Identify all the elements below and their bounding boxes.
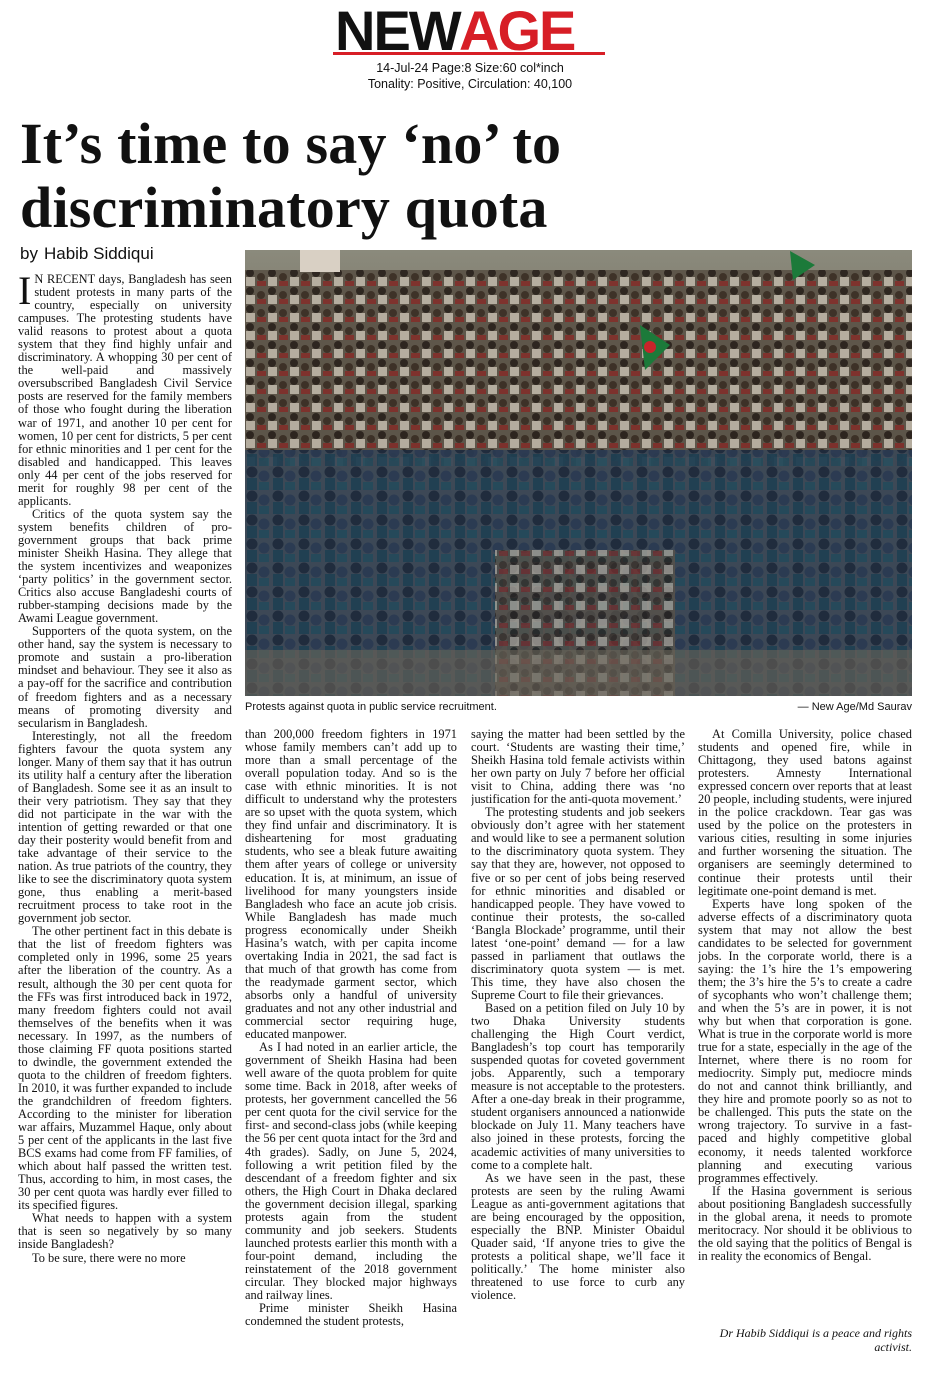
clipping-date-size: 14-Jul-24 Page:8 Size:60 col*inch (376, 61, 564, 75)
paragraph: What needs to happen with a system that is seen so negatively by so many inside Bangladesh? (18, 1211, 232, 1252)
paragraph: As we have seen in the past, these protests are seen by the ruling Awami League as anti-government agitations that are being encouraged by the opposition, especially the BNP. Minister Obaidul Quader said, ‘If anyone tries to give the protests a political shape, we’ll face it politically.’ The home minister also threatened to use force to curb any violence. (471, 1170, 685, 1303)
protest-crowd-photo (245, 250, 912, 696)
paragraph: The protesting students and job seekers obviously don’t agree with her statement and would like to see a permanent solution to the discriminatory quota system. They say that they are, however, not opposed to five or so per cent of jobs being reserved for ethnic minorities and disabled or handicapped people. They have vowed to continue their protests, the so-called ‘Bangla Blockade’ programme, until their latest ‘one-point’ demand — for a law passed in parliament that outlaws the discriminatory quota system — is met. This time, they have also chosen the Supreme Court to file their grievances. (471, 805, 685, 1002)
article-headline: It’s time to say ‘no’ to discriminatory quota (20, 111, 562, 240)
byline (20, 244, 154, 264)
paragraph: saying the matter had been settled by the court. ‘Students are wasting their time,’ Sheikh Hasina told female activists within her own party on July 7 before her official visit to China, adding there was ‘no justification for the anti-quota movement.’ (471, 728, 685, 807)
paragraph: Prime minister Sheikh Hasina condemned the student protests, (245, 1301, 457, 1329)
paragraph (18, 273, 232, 508)
newage-logo (333, 0, 605, 58)
paragraph: If the Hasina government is serious about positioning Bangladesh successfully in the global arena, it needs to promote meritocracy. Nor should it be oblivious to the old saying that the politics of Bengal is in reality the economics of Bengal. (698, 1183, 912, 1263)
byline-prefix: by (20, 244, 38, 263)
author-bio: Dr Habib Siddiqui is a peace and rights activist. (719, 1326, 912, 1354)
svg-text:AGE: AGE (459, 0, 575, 58)
author-name: Habib Siddiqui (43, 244, 154, 263)
photo-credit: — New Age/Md Saurav (797, 701, 912, 713)
paragraph: Interestingly, not all the freedom fighters favour the quota system any longer. Many of them say that it has outrun its utility half a century after the liberation of Bangladesh. Some see it as an insult to their very patriotism. They say that they did not participate in the war with the intention of getting rewarded or that one day their posterity would benefit from and take advantage of their service to the nation. As true patriots of the country, they like to see the discriminatory quota system gone, thus enabling a merit-based recruitment process to take root in the government job sector. (18, 728, 232, 926)
article-column-4 (698, 728, 912, 1328)
article-column-2 (245, 728, 457, 1358)
photo-caption: Protests against quota in public service recruitment. (245, 701, 497, 713)
paragraph: Based on a petition filed on July 10 by two Dhaka University students challenging the High Court verdict, Bangladesh’s top court has temporarily suspended quotas for coveted government jobs. Apparently, such a temporary measure is not acceptable to the protesters. After a one-day break in their programme, student organisers announced a nationwide blockade on July 11. Many teachers have also joined in these protests, forcing the academic activities of many universities to come to a complete halt. (471, 1000, 685, 1172)
paragraph: Supporters of the quota system, on the other hand, say the system is necessary to promote and sustain a pro-liberation mindset and behaviour. They see it also as a pay-off for the sacrifice and contribution of freedom fighters and as a necessary means of promoting diversity and secularism in Bangladesh. (18, 624, 232, 730)
paragraph: As I had noted in an earlier article, the government of Sheikh Hasina had been well aware of the quota problem for quite some time. Back in 2018, after weeks of protests, her government cancelled the 56 per cent quota for the civil service for the first- and second-class jobs (while keeping the 56 per cent quota intact for the 3rd and 4th grades). Sadly, on June 5, 2024, following a writ petition filed by the descendant of a freedom fighter and six others, the High Court in Dhaka declared the government decision illegal, sparking protests again from the student community and job seekers. Students launched protests earlier this month with a four-point demand, including the reinstatement of the 2018 government circular. They blocked major highways and railway lines. (245, 1040, 457, 1303)
paragraph: than 200,000 freedom fighters in 1971 whose family members can’t add up to more than a small percentage of the overall population today. And so is the case with ethnic minorities. It is not difficult to understand why the protesters are so upset with the quota system, which they find unfair and discriminatory. It is disheartening for most graduating students, who see a bleak future awaiting them after years of college or university education. It is, at minimum, an issue of livelihood for many youngsters inside Bangladesh who face an acute job crisis. While Bangladesh has made much progress economically under Sheikh Hasina’s watch, with per capita income overtaking India in 2021, the sad fact is that much of that growth has come from the readymade garment sector, which absorbs only a handful of university graduates and not any other industrial and commercial sector requiring huge, educated manpower. (245, 728, 457, 1042)
paragraph: Critics of the quota system say the system benefits children of pro-government groups that back prime minister Sheikh Hasina. They allege that the system incentivizes and weaponizes ‘party politics’ in the government sector. Critics also accuse Bangladeshi courts of rubber-stamping decisions made by the Awami League government. (18, 506, 232, 626)
paragraph: At Comilla University, police chased students and opened fire, while in Chittagong, they used batons against protesters. Amnesty International expressed concern over reports that at least 20 people, including students, were injured in the police crackdown. Tear gas was used by the police on the protesters in various cities, resulting in some injuries and further worsening the situation. The organisers are seemingly determined to continue their protests until their legitimate one-point demand is met. (698, 728, 912, 898)
paragraph: To be sure, there were no more (32, 1250, 186, 1265)
svg-text:NEW: NEW (335, 0, 460, 58)
protest-photo-graphic (245, 250, 912, 696)
drop-cap: I (18, 273, 32, 313)
photo-caption-bar (245, 701, 912, 717)
paragraph-text: N RECENT days, Bangladesh has seen student protests in many parts of the country, especially on university campuses. The protesting students have valid reasons to protest about a quota system that they find highly unfair and discriminatory. A whopping 30 per cent of the well-paid and massively oversubscribed Bangladesh Civil Service posts are reserved for the family members of those who fought during the liberation war of 1971, and another 10 per cent for women, 10 per cent for districts, 5 per cent for ethnic minorities and 1 per cent for the disabled and handicapped. This leaves only 44 per cent of the jobs reserved for merit for roughly 98 per cent of the applicants. (18, 273, 232, 508)
article-column-1 (18, 273, 232, 1358)
newage-logo-graphic (333, 0, 605, 58)
paragraph: Experts have long spoken of the adverse effects of a discriminatory quota system that may not allow the best candidates to be selected for government jobs. In the corporate world, there is a saying: the 1’s hire the 1’s empowering them; the 3’s hire the 5’s to create a cadre of sycophants who won’t challenge them; and when the 5’s are in power, it is not why but when that corporation is gone. What is true in the corporate world is more true for a state, especially in the age of the Internet, where there is no room for mediocrity. Simply put, mediocre minds do not and cannot think brilliantly, and they hire and promote poorly so as not to be challenged. This puts the state on the wrong trajectory. To survive in a fast-paced and highly competitive global economy, it needs talented workforce planning and executing various programmes effectively. (698, 896, 912, 1185)
clipping-tonality: Tonality: Positive, Circulation: 40,100 (367, 77, 573, 91)
clipping-metadata (290, 60, 650, 92)
article-column-3 (471, 728, 685, 1358)
paragraph: The other pertinent fact in this debate is that the list of freedom fighters was completed only in 1996, some 25 years after the liberation of the country. As a result, although the 30 per cent quota for the FFs was first introduced back in 1972, many freedom fighters could not avail themselves of the benefits when it was necessary. In 1997, as the numbers of those claiming FF quota positions started to dwindle, the government extended the quota to the children of freedom fighters. In 2010, it was further expanded to include the grandchildren of freedom fighters. According to the minister for liberation war affairs, Muzammel Haque, only about 5 per cent of the applicants in the last five BCS exams had come from FF families, of which about half passed the written test. Thus, according to him, in most cases, the 30 per cent quota was hardly ever filled to its specified figures. (18, 924, 232, 1213)
